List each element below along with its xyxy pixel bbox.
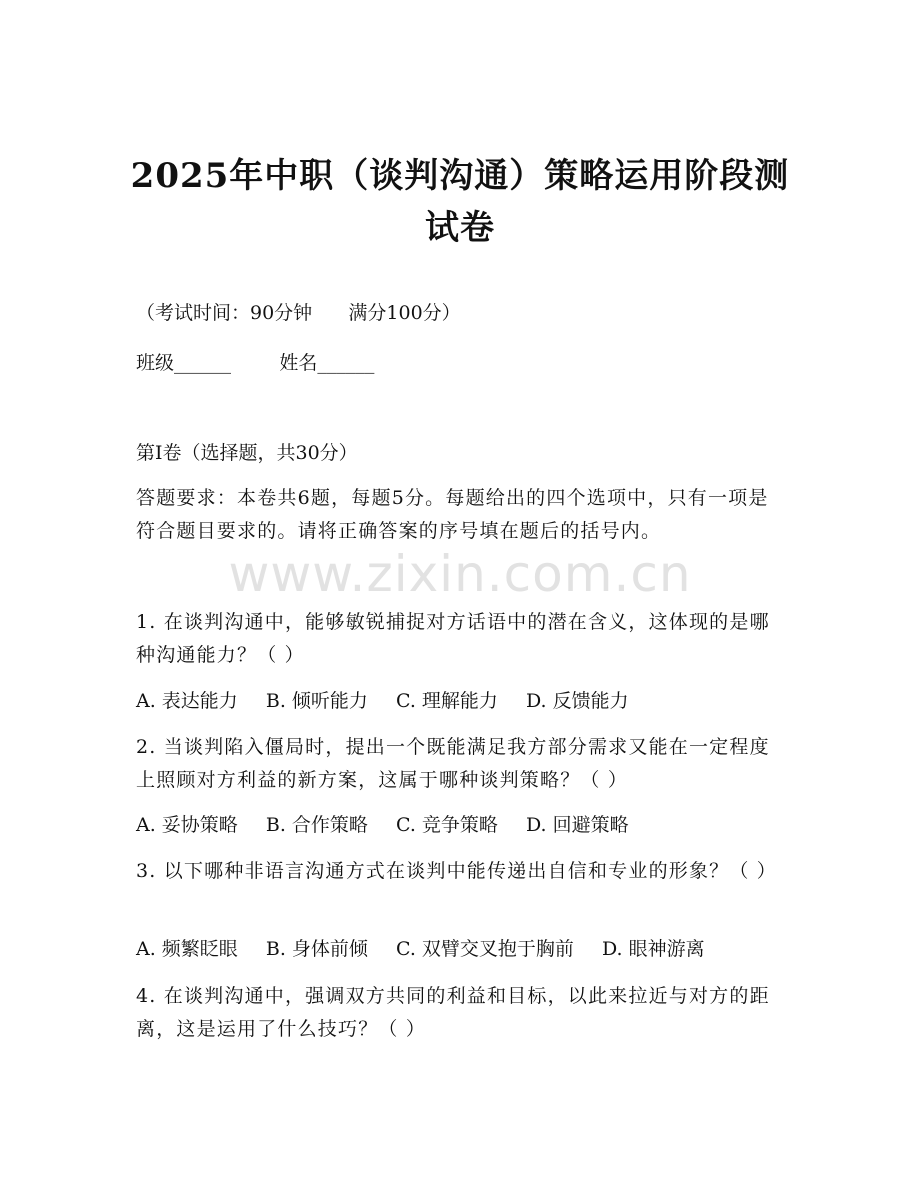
- option-a: A. 频繁眨眼: [136, 938, 238, 960]
- question-2-options: [136, 809, 786, 841]
- option-a: A. 表达能力: [136, 690, 238, 712]
- question-3-stem: 3. 以下哪种非语言沟通方式在谈判中能传递出自信和专业的形象？（ ）: [136, 860, 778, 882]
- option-b: B. 倾听能力: [265, 690, 368, 712]
- option-d: D. 反馈能力: [525, 690, 629, 712]
- class-name-line: 班级______ 姓名______: [136, 352, 375, 374]
- page-title: 2025年中职（谈判沟通）策略运用阶段测试卷: [130, 156, 790, 248]
- question-3-options: [136, 933, 786, 965]
- watermark: www.zixin.com.cn: [228, 545, 692, 603]
- option-c: C. 竞争策略: [395, 814, 498, 836]
- question-4-stem: 4. 在谈判沟通中，强调双方共同的利益和目标，以此来拉近与对方的距离，这是运用了什么技巧？（ ）: [136, 985, 770, 1040]
- section-title: 第Ⅰ卷（选择题，共30分）: [136, 442, 358, 464]
- option-c: C. 双臂交叉抱于胸前: [395, 938, 574, 960]
- exam-info: （考试时间：90分钟 满分100分）: [136, 302, 461, 324]
- question-1-stem: 1. 在谈判沟通中，能够敏锐捕捉对方话语中的潜在含义，这体现的是哪种沟通能力？（ ）: [136, 611, 770, 666]
- question-1-options: [136, 685, 786, 717]
- option-d: D. 眼神游离: [601, 938, 705, 960]
- instructions: 答题要求：本卷共6题，每题5分。每题给出的四个选项中，只有一项是符合题目要求的。请将正确答案的序号填在题后的括号内。: [136, 487, 769, 542]
- option-b: B. 身体前倾: [265, 938, 368, 960]
- question-2-stem: 2. 当谈判陷入僵局时，提出一个既能满足我方部分需求又能在一定程度上照顾对方利益的新方案，这属于哪种谈判策略？（ ）: [136, 736, 770, 791]
- option-d: D. 回避策略: [525, 814, 629, 836]
- option-a: A. 妥协策略: [136, 814, 238, 836]
- option-b: B. 合作策略: [265, 814, 368, 836]
- option-c: C. 理解能力: [395, 690, 498, 712]
